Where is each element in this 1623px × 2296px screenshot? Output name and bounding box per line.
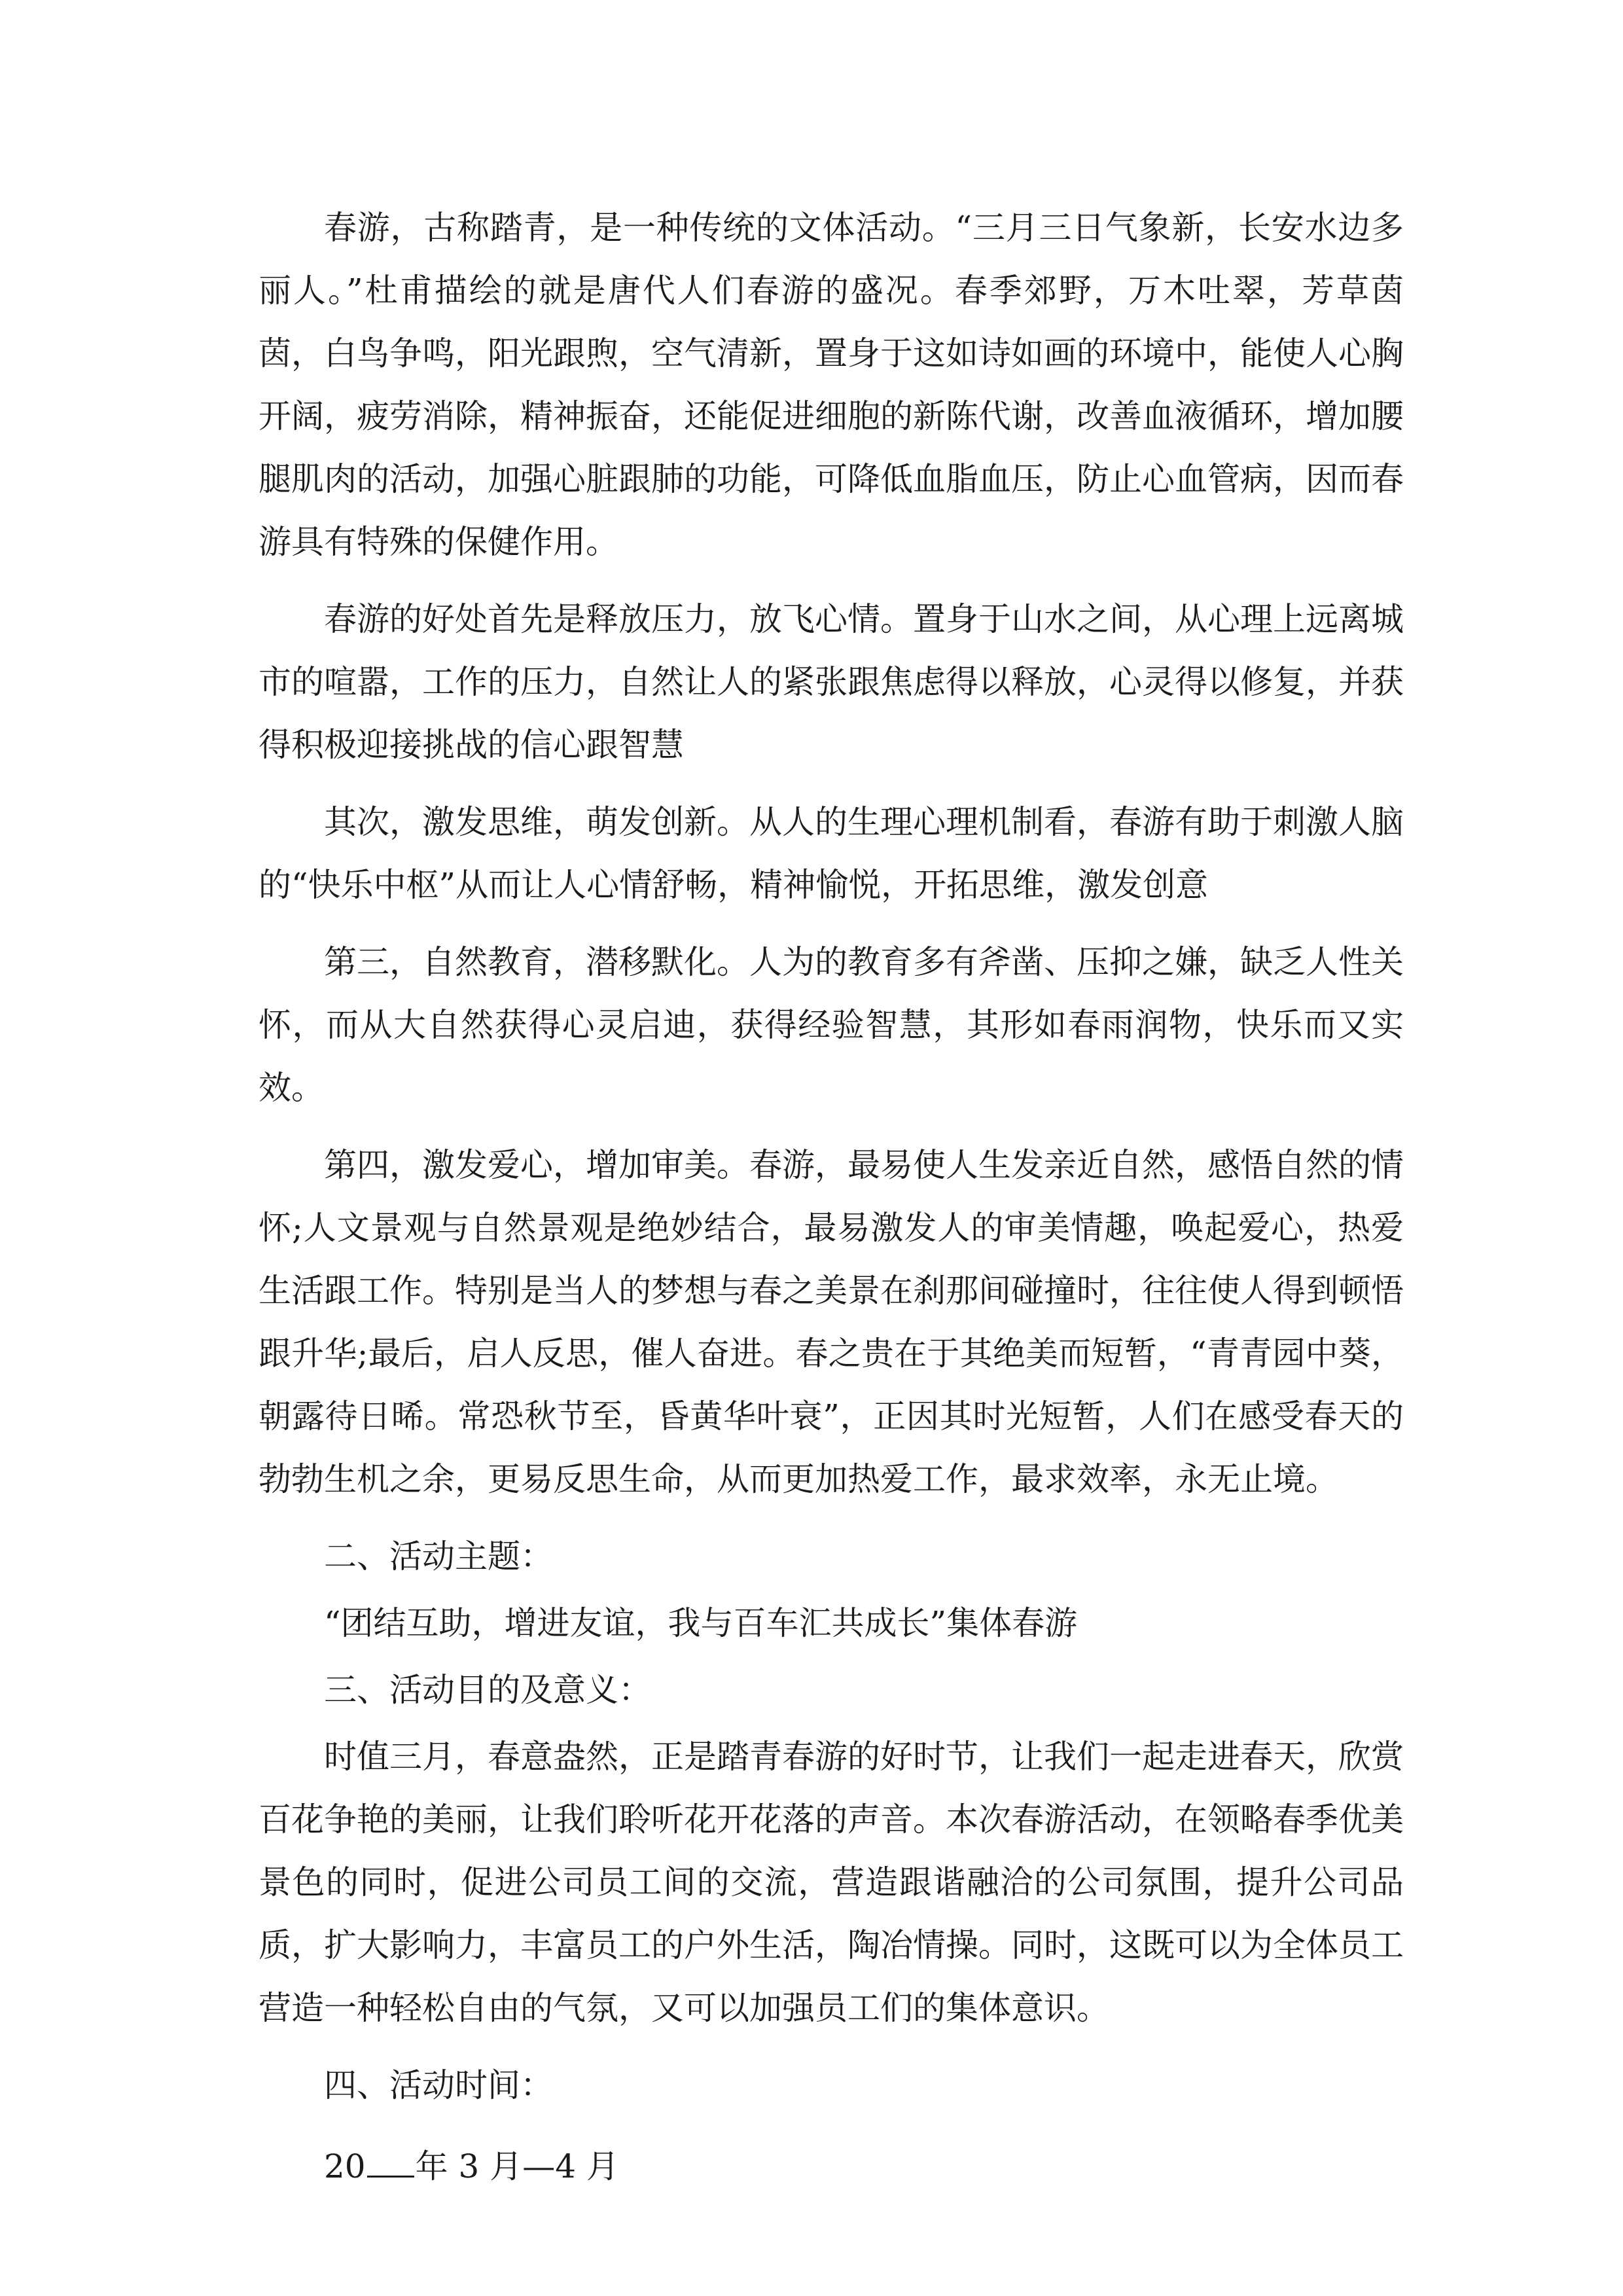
section-heading-purpose: 三、活动目的及意义：	[324, 1671, 651, 1709]
section-heading-theme: 二、活动主题：	[324, 1537, 553, 1575]
paragraph-benefit-2: 其次，激发思维，萌发创新。从人的生理心理机制看，春游有助于刺激人脑的“快乐中枢”从而让人心情舒畅，精神愉悦，开拓思维，激发创意	[259, 803, 1404, 904]
date-suffix: 年 3 月—4 月	[415, 2147, 619, 2185]
date-blank	[367, 2145, 414, 2178]
paragraph-benefit-3: 第三，自然教育，潜移默化。人为的教育多有斧凿、压抑之嫌，缺乏人性关怀，而从大自然获得心灵启迪，获得经验智慧，其形如春雨润物，快乐而又实效。	[259, 943, 1404, 1107]
paragraph-benefit-4: 第四，激发爱心，增加审美。春游，最易使人生发亲近自然，感悟自然的情怀;人文景观与自然景观是绝妙结合，最易激发人的审美情趣，唤起爱心，热爱生活跟工作。特别是当人的梦想与春之美景在刹那间碰撞时，往往使人得到顿悟跟升华;最后，启人反思，催人奋进。春之贵在于其绝美而短暂，“青青园中葵，朝露待日晞。常恐秋节至，昏黄华叶衰”，正因其时光短暂，人们在感受春天的勃勃生机之余，更易反思生命，从而更加热爱工作，最求效率，永无止境。	[259, 1146, 1404, 1498]
theme-text: “团结互助，增进友谊，我与百车汇共成长”集体春游	[324, 1604, 1078, 1642]
paragraph-intro: 春游，古称踏青，是一种传统的文体活动。“三月三日气象新，长安水边多丽人。”杜甫描绘的就是唐代人们春游的盛况。春季郊野，万木吐翠，芳草茵茵，白鸟争鸣，阳光跟煦，空气清新，置身于这如诗如画的环境中，能使人心胸开阔，疲劳消除，精神振奋，还能促进细胞的新陈代谢，改善血液循环，增加腰腿肌肉的活动，加强心脏跟肺的功能，可降低血脂血压，防止心血管病，因而春游具有特殊的保健作用。	[259, 209, 1404, 561]
activity-date	[259, 2135, 1404, 2198]
date-prefix: 20	[324, 2147, 366, 2185]
paragraph-benefit-1: 春游的好处首先是释放压力，放飞心情。置身于山水之间，从心理上远离城市的喧嚣，工作的压力，自然让人的紧张跟焦虑得以释放，心灵得以修复，并获得积极迎接挑战的信心跟智慧	[259, 600, 1404, 764]
document-body	[259, 196, 1404, 2212]
paragraph-purpose: 时值三月，春意盎然，正是踏青春游的好时节，让我们一起走进春天，欣赏百花争艳的美丽，让我们聆听花开花落的声音。本次春游活动，在领略春季优美景色的同时，促进公司员工间的交流，营造跟谐融洽的公司氛围，提升公司品质，扩大影响力，丰富员工的户外生活，陶冶情操。同时，这既可以为全体员工营造一种轻松自由的气氛，又可以加强员工们的集体意识。	[259, 1738, 1404, 2027]
section-heading-time: 四、活动时间：	[324, 2066, 553, 2104]
